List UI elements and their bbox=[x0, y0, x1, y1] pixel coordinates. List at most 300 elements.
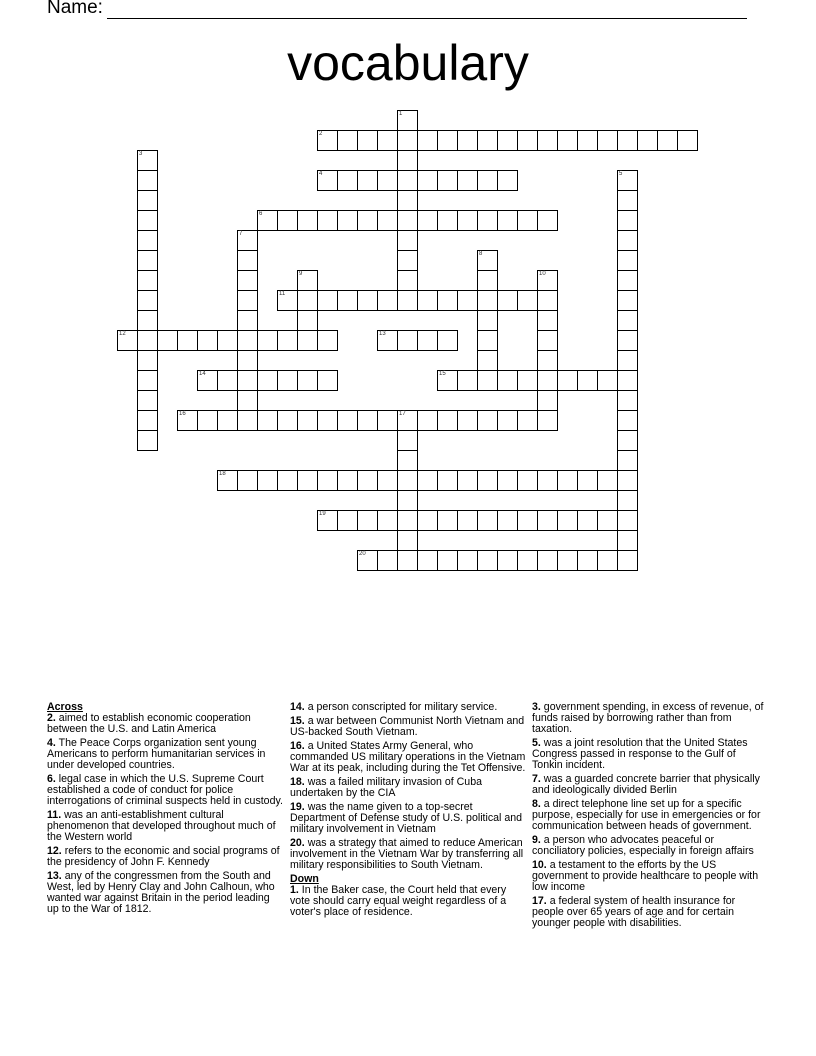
grid-cell[interactable] bbox=[217, 410, 238, 431]
clue-number: 15 bbox=[439, 371, 446, 377]
grid-cell[interactable] bbox=[517, 510, 538, 531]
grid-cell[interactable] bbox=[197, 330, 218, 351]
grid-cell[interactable] bbox=[437, 330, 458, 351]
grid-cell[interactable] bbox=[477, 210, 498, 231]
clue-number: 4 bbox=[319, 171, 323, 177]
grid-cell[interactable] bbox=[617, 370, 638, 391]
clue-number-label: 12. bbox=[47, 845, 62, 857]
grid-cell[interactable] bbox=[137, 370, 158, 391]
clue-number-label: 11. bbox=[47, 809, 62, 821]
grid-cell[interactable] bbox=[177, 410, 198, 431]
grid-cell[interactable] bbox=[317, 170, 338, 191]
clue-number-label: 15. bbox=[290, 715, 305, 727]
clue-text: was a failed military invasion of Cuba undertaken by the CIA bbox=[290, 776, 482, 799]
grid-cell[interactable] bbox=[617, 330, 638, 351]
clue-number: 20 bbox=[359, 551, 366, 557]
grid-cell[interactable] bbox=[357, 130, 378, 151]
clue-number: 14 bbox=[199, 371, 206, 377]
grid-cell[interactable] bbox=[397, 130, 418, 151]
grid-cell[interactable] bbox=[317, 290, 338, 311]
grid-cell[interactable] bbox=[577, 470, 598, 491]
grid-cell[interactable] bbox=[257, 470, 278, 491]
clue-text: In the Baker case, the Court held that every vote should carry equal weight regardless of a voter's place of residence. bbox=[290, 884, 507, 918]
grid-cell[interactable] bbox=[137, 230, 158, 251]
across-clue bbox=[47, 810, 283, 843]
crossword-grid bbox=[117, 110, 717, 590]
down-clue bbox=[532, 799, 768, 832]
clue-text: a direct telephone line set up for a specific purpose, especially for use in emergencies or for communication between heads of government. bbox=[532, 798, 761, 832]
grid-cell[interactable] bbox=[417, 290, 438, 311]
grid-cell[interactable] bbox=[277, 410, 298, 431]
grid-cell[interactable] bbox=[317, 210, 338, 231]
grid-cell[interactable] bbox=[397, 170, 418, 191]
grid-cell[interactable] bbox=[317, 410, 338, 431]
grid-cell[interactable] bbox=[377, 210, 398, 231]
clue-number-label: 19. bbox=[290, 801, 305, 813]
grid-cell[interactable] bbox=[437, 170, 458, 191]
grid-cell[interactable] bbox=[277, 370, 298, 391]
grid-cell[interactable] bbox=[577, 550, 598, 571]
grid-cell[interactable] bbox=[477, 350, 498, 371]
grid-cell[interactable] bbox=[257, 410, 278, 431]
grid-cell[interactable] bbox=[277, 210, 298, 231]
grid-cell[interactable] bbox=[137, 350, 158, 371]
name-blank-line[interactable] bbox=[107, 0, 747, 19]
grid-cell[interactable] bbox=[237, 470, 258, 491]
grid-cell[interactable] bbox=[477, 170, 498, 191]
grid-cell[interactable] bbox=[517, 550, 538, 571]
grid-cell[interactable] bbox=[137, 430, 158, 451]
grid-cell[interactable] bbox=[377, 550, 398, 571]
grid-cell[interactable] bbox=[577, 370, 598, 391]
grid-cell[interactable] bbox=[497, 170, 518, 191]
grid-cell[interactable] bbox=[237, 350, 258, 371]
grid-cell[interactable] bbox=[657, 130, 678, 151]
grid-cell[interactable] bbox=[297, 310, 318, 331]
grid-cell[interactable] bbox=[337, 510, 358, 531]
clue-text: was the name given to a top-secret Department of Defense study of U.S. political and military involvement in Vietnam bbox=[290, 801, 523, 835]
grid-cell[interactable] bbox=[337, 170, 358, 191]
grid-cell[interactable] bbox=[517, 290, 538, 311]
grid-cell[interactable] bbox=[417, 130, 438, 151]
grid-cell[interactable] bbox=[317, 370, 338, 391]
clue-number: 7 bbox=[239, 231, 243, 237]
grid-cell[interactable] bbox=[497, 550, 518, 571]
grid-cell[interactable] bbox=[677, 130, 698, 151]
grid-cell[interactable] bbox=[337, 290, 358, 311]
grid-cell[interactable] bbox=[397, 110, 418, 131]
grid-cell[interactable] bbox=[497, 510, 518, 531]
grid-cell[interactable] bbox=[417, 510, 438, 531]
across-clue bbox=[290, 777, 526, 799]
grid-cell[interactable] bbox=[437, 550, 458, 571]
grid-cell[interactable] bbox=[457, 130, 478, 151]
grid-cell[interactable] bbox=[137, 190, 158, 211]
grid-cell[interactable] bbox=[417, 550, 438, 571]
grid-cell[interactable] bbox=[397, 230, 418, 251]
grid-cell[interactable] bbox=[577, 510, 598, 531]
grid-cell[interactable] bbox=[197, 410, 218, 431]
grid-cell[interactable] bbox=[537, 130, 558, 151]
grid-cell[interactable] bbox=[617, 350, 638, 371]
clue-text: was an anti-establishment cultural phenomenon that developed throughout much of the Western world bbox=[47, 809, 276, 843]
clue-number: 11 bbox=[279, 291, 286, 297]
grid-cell[interactable] bbox=[377, 170, 398, 191]
clue-text: was a guarded concrete barrier that physically and ideologically divided Berlin bbox=[532, 773, 760, 796]
grid-cell[interactable] bbox=[497, 130, 518, 151]
grid-cell[interactable] bbox=[437, 510, 458, 531]
grid-cell[interactable] bbox=[517, 130, 538, 151]
grid-cell[interactable] bbox=[617, 430, 638, 451]
grid-cell[interactable] bbox=[417, 210, 438, 231]
grid-cell[interactable] bbox=[357, 290, 378, 311]
grid-cell[interactable] bbox=[537, 410, 558, 431]
grid-cell[interactable] bbox=[537, 330, 558, 351]
clue-text: refers to the economic and social programs of the presidency of John F. Kennedy bbox=[47, 845, 280, 868]
across-clue bbox=[47, 738, 283, 771]
grid-cell[interactable] bbox=[397, 150, 418, 171]
clue-number-label: 9. bbox=[532, 834, 541, 846]
grid-cell[interactable] bbox=[237, 390, 258, 411]
clue-number: 5 bbox=[619, 171, 623, 177]
grid-cell[interactable] bbox=[537, 270, 558, 291]
grid-cell[interactable] bbox=[477, 550, 498, 571]
grid-cell[interactable] bbox=[637, 130, 658, 151]
clue-text: a federal system of health insurance for people over 65 years of age and for certain younger people with disabilities. bbox=[532, 895, 736, 929]
clue-number-label: 8. bbox=[532, 798, 541, 810]
grid-cell[interactable] bbox=[397, 430, 418, 451]
grid-cell[interactable] bbox=[137, 310, 158, 331]
clue-number: 19 bbox=[319, 511, 326, 517]
grid-cell[interactable] bbox=[597, 470, 618, 491]
grid-cell[interactable] bbox=[397, 190, 418, 211]
grid-cell[interactable] bbox=[437, 210, 458, 231]
grid-cell[interactable] bbox=[317, 470, 338, 491]
across-heading: Across bbox=[47, 701, 83, 713]
grid-cell[interactable] bbox=[617, 510, 638, 531]
across-clue bbox=[290, 802, 526, 835]
clue-number: 18 bbox=[219, 471, 226, 477]
grid-cell[interactable] bbox=[537, 550, 558, 571]
clue-number: 1 bbox=[399, 111, 403, 117]
grid-cell[interactable] bbox=[517, 470, 538, 491]
grid-cell[interactable] bbox=[417, 330, 438, 351]
grid-cell[interactable] bbox=[397, 290, 418, 311]
clue-number: 17 bbox=[399, 411, 406, 417]
grid-cell[interactable] bbox=[337, 410, 358, 431]
clue-text: a person conscripted for military service. bbox=[307, 701, 498, 713]
clue-number-label: 14. bbox=[290, 701, 305, 713]
grid-cell[interactable] bbox=[397, 470, 418, 491]
clue-text: aimed to establish economic cooperation between the U.S. and Latin America bbox=[47, 712, 251, 735]
grid-cell[interactable] bbox=[437, 410, 458, 431]
grid-cell[interactable] bbox=[597, 370, 618, 391]
grid-cell[interactable] bbox=[457, 470, 478, 491]
grid-cell[interactable] bbox=[617, 310, 638, 331]
clue-number: 16 bbox=[179, 411, 186, 417]
down-clue bbox=[532, 702, 768, 735]
clue-number: 8 bbox=[479, 251, 483, 257]
grid-cell[interactable] bbox=[497, 410, 518, 431]
clue-number-label: 16. bbox=[290, 740, 305, 752]
grid-cell[interactable] bbox=[377, 510, 398, 531]
grid-cell[interactable] bbox=[617, 530, 638, 551]
clue-text: any of the congressmen from the South and West, led by Henry Clay and John Calhoun, who wanted war against Britain in the period leading up to the War of 1812. bbox=[47, 870, 275, 915]
clue-number-label: 2. bbox=[47, 712, 56, 724]
grid-cell[interactable] bbox=[357, 410, 378, 431]
grid-cell[interactable] bbox=[317, 510, 338, 531]
grid-cell[interactable] bbox=[257, 210, 278, 231]
grid-cell[interactable] bbox=[537, 390, 558, 411]
clue-number-label: 3. bbox=[532, 701, 541, 713]
grid-cell[interactable] bbox=[497, 470, 518, 491]
clue-text: a person who advocates peaceful or conciliatory policies, especially in foreign affairs bbox=[532, 834, 754, 857]
grid-cell[interactable] bbox=[457, 290, 478, 311]
across-clue bbox=[290, 741, 526, 774]
grid-cell[interactable] bbox=[477, 270, 498, 291]
grid-cell[interactable] bbox=[297, 210, 318, 231]
grid-cell[interactable] bbox=[317, 330, 338, 351]
grid-cell[interactable] bbox=[617, 210, 638, 231]
grid-cell[interactable] bbox=[397, 330, 418, 351]
grid-cell[interactable] bbox=[617, 170, 638, 191]
clue-number-label: 1. bbox=[290, 884, 299, 896]
grid-cell[interactable] bbox=[557, 550, 578, 571]
grid-cell[interactable] bbox=[197, 370, 218, 391]
clue-number: 12 bbox=[119, 331, 126, 337]
grid-cell[interactable] bbox=[537, 470, 558, 491]
grid-cell[interactable] bbox=[477, 130, 498, 151]
grid-cell[interactable] bbox=[237, 290, 258, 311]
grid-cell[interactable] bbox=[217, 330, 238, 351]
grid-cell[interactable] bbox=[357, 550, 378, 571]
across-clue bbox=[47, 871, 283, 915]
grid-cell[interactable] bbox=[457, 550, 478, 571]
grid-cell[interactable] bbox=[137, 330, 158, 351]
grid-cell[interactable] bbox=[157, 330, 178, 351]
grid-cell[interactable] bbox=[297, 330, 318, 351]
clue-text: legal case in which the U.S. Supreme Court established a code of conduct for police interrogations of criminal suspects held in custody. bbox=[47, 773, 283, 807]
grid-cell[interactable] bbox=[617, 390, 638, 411]
grid-cell[interactable] bbox=[457, 370, 478, 391]
grid-cell[interactable] bbox=[537, 370, 558, 391]
grid-cell[interactable] bbox=[337, 470, 358, 491]
grid-cell[interactable] bbox=[137, 150, 158, 171]
grid-cell[interactable] bbox=[377, 130, 398, 151]
grid-cell[interactable] bbox=[597, 510, 618, 531]
grid-cell[interactable] bbox=[337, 210, 358, 231]
grid-cell[interactable] bbox=[397, 210, 418, 231]
name-field[interactable] bbox=[47, 0, 747, 19]
across-clue bbox=[47, 774, 283, 807]
grid-cell[interactable] bbox=[297, 290, 318, 311]
grid-cell[interactable] bbox=[597, 130, 618, 151]
grid-cell[interactable] bbox=[337, 130, 358, 151]
grid-cell[interactable] bbox=[617, 190, 638, 211]
grid-cell[interactable] bbox=[357, 510, 378, 531]
grid-cell[interactable] bbox=[297, 270, 318, 291]
grid-cell[interactable] bbox=[537, 210, 558, 231]
grid-cell[interactable] bbox=[617, 270, 638, 291]
grid-cell[interactable] bbox=[137, 290, 158, 311]
grid-cell[interactable] bbox=[557, 470, 578, 491]
grid-cell[interactable] bbox=[617, 250, 638, 271]
grid-cell[interactable] bbox=[457, 410, 478, 431]
grid-cell[interactable] bbox=[457, 210, 478, 231]
clue-text: a testament to the efforts by the US government to provide healthcare to people with low income bbox=[532, 859, 759, 893]
grid-cell[interactable] bbox=[537, 350, 558, 371]
grid-cell[interactable] bbox=[237, 370, 258, 391]
across-clue bbox=[47, 713, 283, 735]
grid-cell[interactable] bbox=[117, 330, 138, 351]
grid-cell[interactable] bbox=[617, 290, 638, 311]
grid-cell[interactable] bbox=[617, 470, 638, 491]
grid-cell[interactable] bbox=[137, 410, 158, 431]
grid-cell[interactable] bbox=[237, 270, 258, 291]
grid-cell[interactable] bbox=[257, 330, 278, 351]
grid-cell[interactable] bbox=[457, 170, 478, 191]
grid-cell[interactable] bbox=[537, 510, 558, 531]
grid-cell[interactable] bbox=[517, 410, 538, 431]
grid-cell[interactable] bbox=[417, 170, 438, 191]
grid-cell[interactable] bbox=[357, 470, 378, 491]
grid-cell[interactable] bbox=[477, 470, 498, 491]
grid-cell[interactable] bbox=[397, 550, 418, 571]
grid-cell[interactable] bbox=[557, 130, 578, 151]
clue-number-label: 18. bbox=[290, 776, 305, 788]
grid-cell[interactable] bbox=[277, 470, 298, 491]
across-clue bbox=[47, 846, 283, 868]
clue-text: a United States Army General, who commanded US military operations in the Vietnam War at its peak, including during the Tet Offensive. bbox=[290, 740, 526, 774]
grid-cell[interactable] bbox=[417, 410, 438, 431]
grid-cell[interactable] bbox=[377, 290, 398, 311]
grid-cell[interactable] bbox=[617, 550, 638, 571]
across-clue bbox=[290, 716, 526, 738]
grid-cell[interactable] bbox=[557, 370, 578, 391]
grid-cell[interactable] bbox=[537, 310, 558, 331]
grid-cell[interactable] bbox=[437, 470, 458, 491]
clue-number-label: 4. bbox=[47, 737, 56, 749]
grid-cell[interactable] bbox=[477, 290, 498, 311]
grid-cell[interactable] bbox=[377, 330, 398, 351]
page-title: vocabulary bbox=[287, 35, 529, 91]
grid-cell[interactable] bbox=[217, 370, 238, 391]
clue-number: 13 bbox=[379, 331, 386, 337]
grid-cell[interactable] bbox=[517, 370, 538, 391]
down-clue bbox=[532, 835, 768, 857]
grid-cell[interactable] bbox=[597, 550, 618, 571]
clue-number-label: 10. bbox=[532, 859, 547, 871]
grid-cell[interactable] bbox=[617, 410, 638, 431]
down-clue bbox=[290, 885, 526, 918]
grid-cell[interactable] bbox=[477, 510, 498, 531]
grid-cell[interactable] bbox=[397, 530, 418, 551]
grid-cell[interactable] bbox=[577, 130, 598, 151]
clue-number: 2 bbox=[319, 131, 323, 137]
name-label: Name: bbox=[47, 0, 103, 18]
grid-cell[interactable] bbox=[237, 330, 258, 351]
grid-cell[interactable] bbox=[217, 470, 238, 491]
grid-cell[interactable] bbox=[477, 410, 498, 431]
clue-number-label: 17. bbox=[532, 895, 547, 907]
grid-cell[interactable] bbox=[177, 330, 198, 351]
grid-cell[interactable] bbox=[137, 170, 158, 191]
grid-cell[interactable] bbox=[357, 210, 378, 231]
grid-cell[interactable] bbox=[377, 470, 398, 491]
grid-cell[interactable] bbox=[137, 250, 158, 271]
grid-cell[interactable] bbox=[437, 370, 458, 391]
down-heading: Down bbox=[290, 873, 319, 885]
grid-cell[interactable] bbox=[417, 470, 438, 491]
grid-cell[interactable] bbox=[477, 330, 498, 351]
grid-cell[interactable] bbox=[277, 290, 298, 311]
grid-cell[interactable] bbox=[397, 510, 418, 531]
grid-cell[interactable] bbox=[397, 270, 418, 291]
down-clue bbox=[532, 860, 768, 893]
grid-cell[interactable] bbox=[477, 250, 498, 271]
clues-column-1 bbox=[47, 702, 283, 918]
grid-cell[interactable] bbox=[617, 490, 638, 511]
grid-cell[interactable] bbox=[297, 470, 318, 491]
clue-text: The Peace Corps organization sent young Americans to perform humanitarian services in under developed countries. bbox=[47, 737, 266, 771]
grid-cell[interactable] bbox=[137, 390, 158, 411]
clue-number: 3 bbox=[139, 151, 143, 157]
clue-number-label: 6. bbox=[47, 773, 56, 785]
grid-cell[interactable] bbox=[617, 450, 638, 471]
grid-cell[interactable] bbox=[497, 210, 518, 231]
grid-cell[interactable] bbox=[297, 370, 318, 391]
grid-cell[interactable] bbox=[377, 410, 398, 431]
clue-text: was a strategy that aimed to reduce American involvement in the Vietnam War by transferring all military responsibilities to South Vietnam. bbox=[290, 837, 524, 871]
clues-column-2 bbox=[290, 702, 526, 921]
grid-cell[interactable] bbox=[397, 490, 418, 511]
grid-cell[interactable] bbox=[297, 410, 318, 431]
clue-text: was a joint resolution that the United States Congress passed in response to the Gulf of Tonkin incident. bbox=[532, 737, 748, 771]
grid-cell[interactable] bbox=[617, 230, 638, 251]
grid-cell[interactable] bbox=[357, 170, 378, 191]
grid-cell[interactable] bbox=[437, 290, 458, 311]
grid-cell[interactable] bbox=[237, 310, 258, 331]
grid-cell[interactable] bbox=[457, 510, 478, 531]
clue-number-label: 13. bbox=[47, 870, 62, 882]
grid-cell[interactable] bbox=[477, 310, 498, 331]
grid-cell[interactable] bbox=[237, 230, 258, 251]
grid-cell[interactable] bbox=[477, 370, 498, 391]
clues-column-3 bbox=[532, 702, 768, 932]
grid-cell[interactable] bbox=[617, 130, 638, 151]
grid-cell[interactable] bbox=[557, 510, 578, 531]
clue-number-label: 5. bbox=[532, 737, 541, 749]
clue-number-label: 20. bbox=[290, 837, 305, 849]
grid-cell[interactable] bbox=[237, 410, 258, 431]
grid-cell[interactable] bbox=[497, 370, 518, 391]
grid-cell[interactable] bbox=[237, 250, 258, 271]
grid-cell[interactable] bbox=[537, 290, 558, 311]
grid-cell[interactable] bbox=[137, 210, 158, 231]
grid-cell[interactable] bbox=[257, 370, 278, 391]
clue-number: 10 bbox=[539, 271, 546, 277]
grid-cell[interactable] bbox=[397, 450, 418, 471]
grid-cell[interactable] bbox=[437, 130, 458, 151]
across-clue bbox=[290, 838, 526, 871]
grid-cell[interactable] bbox=[397, 410, 418, 431]
grid-cell[interactable] bbox=[517, 210, 538, 231]
grid-cell[interactable] bbox=[137, 270, 158, 291]
grid-cell[interactable] bbox=[497, 290, 518, 311]
grid-cell[interactable] bbox=[397, 250, 418, 271]
grid-cell[interactable] bbox=[317, 130, 338, 151]
grid-cell[interactable] bbox=[277, 330, 298, 351]
